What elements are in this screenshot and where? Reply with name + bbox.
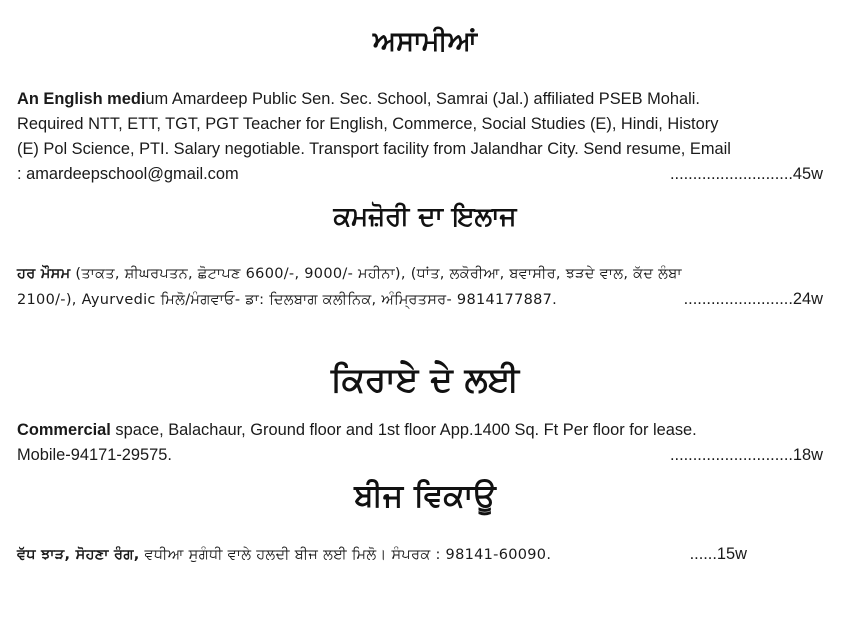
ad-school-vacancy <box>17 87 823 187</box>
ad-mobile: Mobile-94171-29575. <box>17 446 172 464</box>
heading-vacancies: ਅਸਾਮੀਆਂ <box>372 26 478 57</box>
ad-code: ...........................18w <box>669 446 823 464</box>
ad-text: (E) Pol Science, PTI. Salary negotiable. Transport facility from Jalandhar City. Send resume, Email <box>17 140 731 158</box>
ad-seeds <box>17 542 747 568</box>
ad-text: space, Balachaur, Ground floor and 1st floor App.1400 Sq. Ft Per floor for lease. <box>115 421 697 439</box>
ad-text: (ਤਾਕਤ, ਸ਼ੀਘਰਪਤਨ, ਛੋਟਾਪਣ 6600/-, 9000/- ਮਹੀਨਾ), (ਧਾਂਤ, ਲਕੋਰੀਆ, ਬਵਾਸੀਰ, ਝੜਦੇ ਵਾਲ, ਕੱਦ ਲੰਬਾ <box>75 266 682 282</box>
ad-clinic <box>17 262 823 313</box>
ad-email: : amardeepschool@gmail.com <box>17 165 239 183</box>
heading-for-rent: ਕਿਰਾਏ ਦੇ ਲਈ <box>330 360 520 400</box>
ad-lead: ਹਰ ਮੌਸਮ <box>17 266 71 282</box>
ad-lead: ਵੱਧ ਝਾੜ, ਸੋਹਣਾ ਰੰਗ, <box>17 547 140 563</box>
heading-seeds-for-sale: ਬੀਜ ਵਿਕਾਊ <box>354 478 496 514</box>
ad-text: ਵਧੀਆ ਸੁਗੰਧੀ ਵਾਲੇ ਹਲਦੀ ਬੀਜ ਲਈ ਮਿਲੋ। ਸੰਪਰਕ : 98141-60090. <box>144 547 552 563</box>
ad-lead: Commercial <box>17 421 111 439</box>
ad-commercial-space <box>17 418 823 468</box>
ad-text: um Amardeep Public Sen. Sec. School, Samrai (Jal.) affiliated PSEB Mohali. <box>145 90 700 108</box>
ad-code: ........................24w <box>683 290 823 308</box>
ad-code: ......15w <box>689 545 747 563</box>
ad-text: 2100/-), Ayurvedic ਮਿਲੋ/ਮੰਗਵਾਓ- ਡਾ: ਦਿਲਬਾਗ ਕਲੀਨਿਕ, ਅੰਮ੍ਰਿਤਸਰ- 9814177887. <box>17 292 558 308</box>
ad-text: Required NTT, ETT, TGT, PGT Teacher for English, Commerce, Social Studies (E), Hindi, History <box>17 115 719 133</box>
heading-weakness-treatment: ਕਮਜ਼ੋਰੀ ਦਾ ਇਲਾਜ <box>333 202 517 232</box>
ad-lead: An English medi <box>17 90 146 108</box>
ad-code: ...........................45w <box>669 165 823 183</box>
